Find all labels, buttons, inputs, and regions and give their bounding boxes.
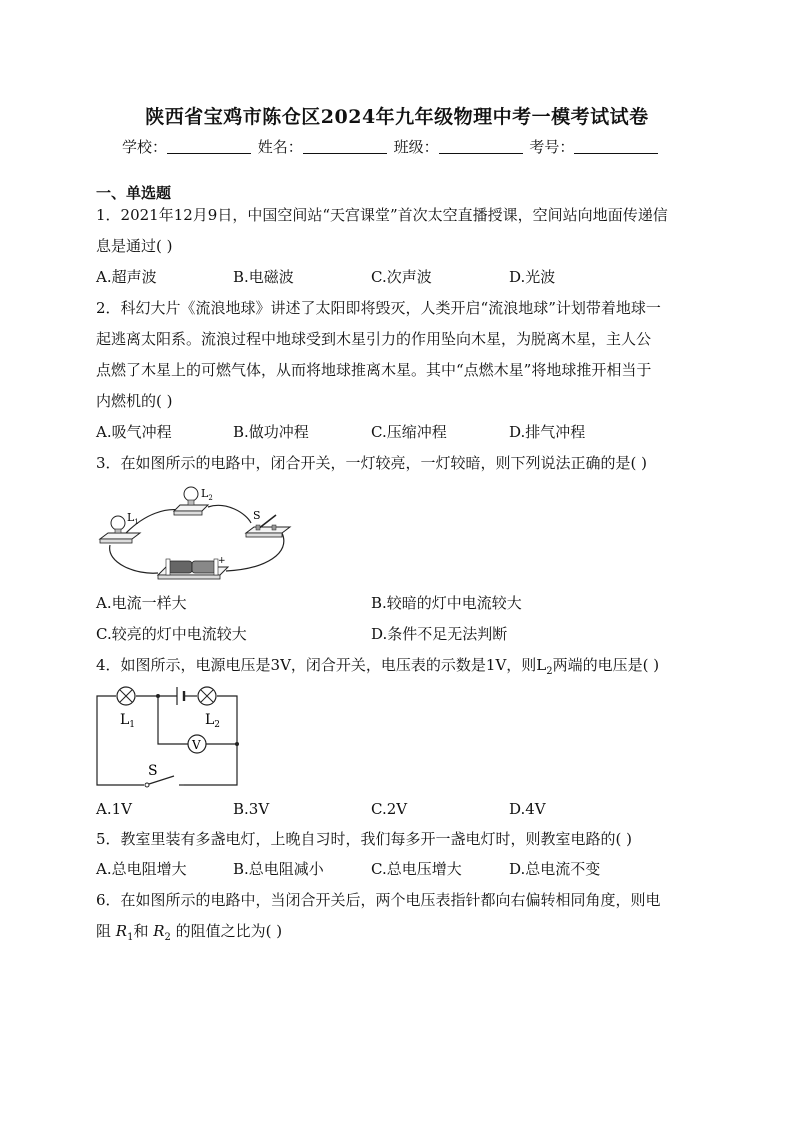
- q3-option-a[interactable]: A.电流一样大: [96, 594, 187, 612]
- q3-option-b[interactable]: B.较暗的灯中电流较大: [371, 594, 522, 612]
- q2-stem-line3: 点燃了木星上的可燃气体，从而将地球推离木星。其中“点燃木星”将地球推开相当于: [96, 361, 652, 379]
- q3-switch-label: S: [253, 509, 261, 522]
- q1-stem-line1: 1．2021年12月9日，中国空间站“天宫课堂”首次太空直播授课，空间站向地面传递信: [96, 206, 668, 224]
- q2-stem-line1: 2．科幻大片《流浪地球》讲述了太阳即将毁灭，人类开启“流浪地球”计划带着地球一: [96, 299, 661, 317]
- student-info-line: [122, 136, 660, 157]
- q4-stem-line1: 4．如图所示，电源电压是3V，闭合开关，电压表的示数是1V，则$L_2$两端的电压是( ): [96, 656, 660, 677]
- q1-option-b[interactable]: B.电磁波: [233, 268, 294, 286]
- q6-stem-line1: 6．在如图所示的电路中，当闭合开关后，两个电压表指针都向右偏转相同角度，则电: [96, 891, 661, 909]
- q3-stem-line1: 3．在如图所示的电路中，闭合开关，一灯较亮，一灯较暗，则下列说法正确的是( ): [96, 454, 648, 472]
- q3-option-c[interactable]: C.较亮的灯中电流较大: [96, 625, 247, 643]
- q2-stem-line2: 起逃离太阳系。流浪过程中地球受到木星引力的作用坠向木星，为脱离木星，主人公: [96, 330, 652, 348]
- q3-circuit-figure: [96, 483, 296, 583]
- q2-option-a[interactable]: A.吸气冲程: [96, 423, 172, 441]
- section-title: 一、单选题: [96, 184, 172, 202]
- name-label: 姓名：: [257, 138, 303, 156]
- q3-lamp1-label: $L_1$: [127, 511, 139, 526]
- q4-option-d[interactable]: D.4V: [509, 800, 546, 818]
- q1-option-a[interactable]: A.超声波: [96, 268, 157, 286]
- q4-option-c[interactable]: C.2V: [371, 800, 408, 818]
- name-blank[interactable]: [303, 138, 387, 154]
- q1-stem-line2: 息是通过( ): [96, 237, 173, 255]
- q6-stem-line2: 阻 $R_1$和 $R_2$ 的阻值之比为( ): [96, 922, 283, 943]
- q5-option-c[interactable]: C.总电压增大: [371, 860, 462, 878]
- q3-lamp2-label: $L_2$: [201, 487, 213, 502]
- school-label: 学校：: [122, 138, 168, 156]
- q2-option-d[interactable]: D.排气冲程: [509, 423, 586, 441]
- q4-circuit-figure: [94, 684, 240, 788]
- q5-stem-line1: 5．教室里装有多盏电灯，上晚自习时，我们每多开一盏电灯时，则教室电路的( ): [96, 830, 633, 848]
- exam-no-blank[interactable]: [574, 138, 658, 154]
- q4-option-a[interactable]: A.1V: [96, 800, 132, 818]
- q2-option-c[interactable]: C.压缩冲程: [371, 423, 447, 441]
- q5-option-b[interactable]: B.总电阻减小: [233, 860, 324, 878]
- q5-option-d[interactable]: D.总电流不变: [509, 860, 601, 878]
- exam-no-label: 考号：: [529, 138, 575, 156]
- q2-option-b[interactable]: B.做功冲程: [233, 423, 309, 441]
- exam-title: 陕西省宝鸡市陈仓区2024年九年级物理中考一模考试试卷: [145, 106, 649, 128]
- q4-lamp2-label: $L_2$: [205, 712, 221, 730]
- q1-option-c[interactable]: C.次声波: [371, 268, 432, 286]
- class-label: 班级：: [393, 138, 439, 156]
- class-blank[interactable]: [439, 138, 523, 154]
- q1-option-d[interactable]: D.光波: [509, 268, 556, 286]
- q3-battery-plus: +: [218, 556, 226, 566]
- school-blank[interactable]: [167, 138, 251, 154]
- q3-option-d[interactable]: D.条件不足无法判断: [371, 625, 508, 643]
- q4-option-b[interactable]: B.3V: [233, 800, 270, 818]
- q5-option-a[interactable]: A.总电阻增大: [96, 860, 187, 878]
- q4-lamp1-label: $L_1$: [120, 712, 136, 730]
- q4-voltmeter-label: V: [192, 738, 201, 752]
- q2-stem-line4: 内燃机的( ): [96, 392, 173, 410]
- q4-switch-label: S: [148, 763, 158, 779]
